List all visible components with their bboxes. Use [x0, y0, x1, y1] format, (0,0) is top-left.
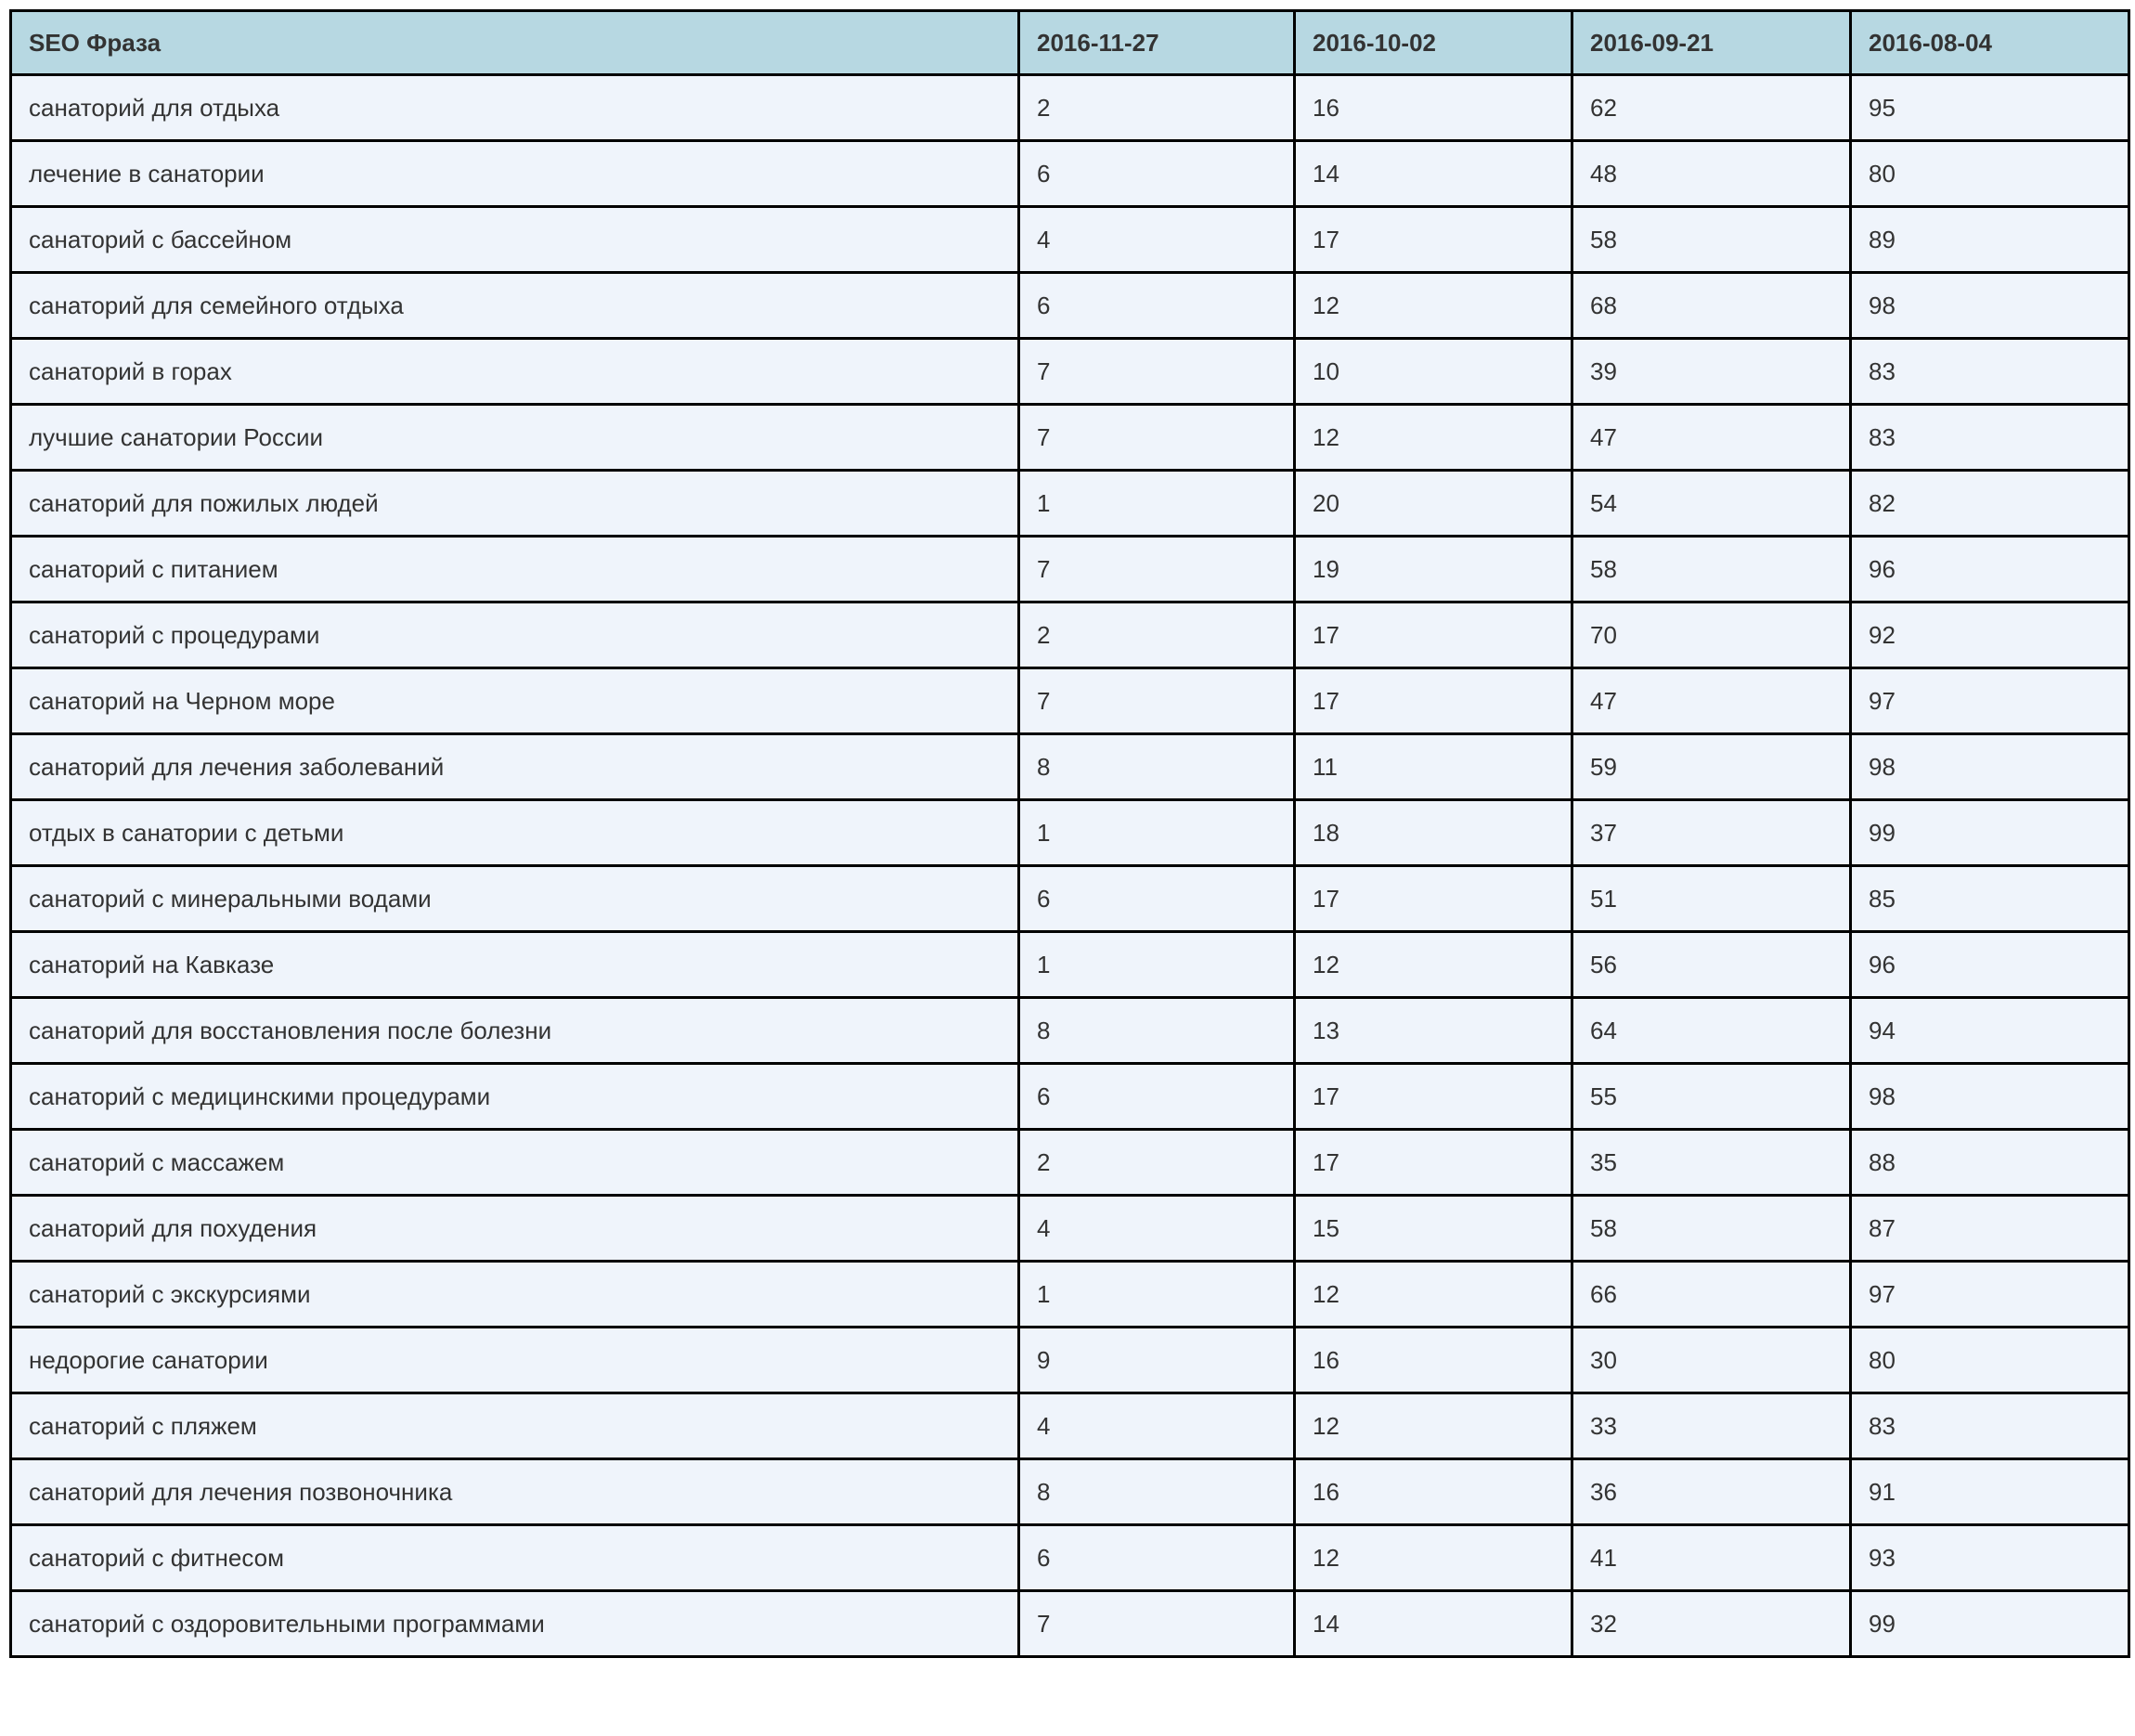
position-cell: 95: [1851, 75, 2129, 141]
position-cell: 7: [1019, 537, 1295, 602]
position-cell: 58: [1572, 207, 1851, 273]
position-cell: 83: [1851, 1393, 2129, 1459]
position-cell: 2: [1019, 602, 1295, 668]
position-cell: 54: [1572, 471, 1851, 537]
phrase-cell: санаторий с процедурами: [11, 602, 1019, 668]
position-cell: 17: [1295, 602, 1572, 668]
header-row: [11, 11, 2129, 75]
position-cell: 6: [1019, 1064, 1295, 1130]
position-cell: 6: [1019, 141, 1295, 207]
position-cell: 83: [1851, 339, 2129, 405]
position-cell: 8: [1019, 1459, 1295, 1525]
position-cell: 99: [1851, 1591, 2129, 1657]
position-cell: 56: [1572, 932, 1851, 998]
position-cell: 17: [1295, 668, 1572, 734]
position-cell: 98: [1851, 734, 2129, 800]
position-cell: 16: [1295, 1459, 1572, 1525]
position-cell: 4: [1019, 1393, 1295, 1459]
position-cell: 2: [1019, 1130, 1295, 1196]
position-cell: 12: [1295, 405, 1572, 471]
phrase-cell: санаторий с минеральными водами: [11, 866, 1019, 932]
position-cell: 97: [1851, 668, 2129, 734]
column-header-date: 2016-09-21: [1572, 11, 1851, 75]
table-row: [11, 668, 2129, 734]
position-cell: 55: [1572, 1064, 1851, 1130]
phrase-cell: санаторий на Черном море: [11, 668, 1019, 734]
position-cell: 2: [1019, 75, 1295, 141]
position-cell: 14: [1295, 141, 1572, 207]
phrase-cell: отдых в санатории с детьми: [11, 800, 1019, 866]
position-cell: 68: [1572, 273, 1851, 339]
position-cell: 12: [1295, 1262, 1572, 1328]
table-row: [11, 273, 2129, 339]
table-row: [11, 1525, 2129, 1591]
table-row: [11, 537, 2129, 602]
position-cell: 16: [1295, 1328, 1572, 1393]
table-row: [11, 471, 2129, 537]
position-cell: 6: [1019, 1525, 1295, 1591]
table-row: [11, 1591, 2129, 1657]
position-cell: 17: [1295, 866, 1572, 932]
position-cell: 15: [1295, 1196, 1572, 1262]
table-row: [11, 1393, 2129, 1459]
position-cell: 96: [1851, 932, 2129, 998]
position-cell: 91: [1851, 1459, 2129, 1525]
position-cell: 93: [1851, 1525, 2129, 1591]
table-row: [11, 1459, 2129, 1525]
position-cell: 12: [1295, 1525, 1572, 1591]
position-cell: 4: [1019, 207, 1295, 273]
position-cell: 8: [1019, 734, 1295, 800]
position-cell: 47: [1572, 405, 1851, 471]
seo-positions-table: [9, 9, 2130, 1658]
table-row: [11, 602, 2129, 668]
table-row: [11, 866, 2129, 932]
position-cell: 82: [1851, 471, 2129, 537]
position-cell: 7: [1019, 405, 1295, 471]
position-cell: 35: [1572, 1130, 1851, 1196]
position-cell: 87: [1851, 1196, 2129, 1262]
phrase-cell: санаторий для восстановления после болезни: [11, 998, 1019, 1064]
table-row: [11, 207, 2129, 273]
phrase-cell: санаторий с фитнесом: [11, 1525, 1019, 1591]
position-cell: 12: [1295, 1393, 1572, 1459]
position-cell: 47: [1572, 668, 1851, 734]
position-cell: 10: [1295, 339, 1572, 405]
phrase-cell: санаторий с экскурсиями: [11, 1262, 1019, 1328]
phrase-cell: санаторий с бассейном: [11, 207, 1019, 273]
position-cell: 80: [1851, 1328, 2129, 1393]
position-cell: 70: [1572, 602, 1851, 668]
table-row: [11, 1196, 2129, 1262]
position-cell: 83: [1851, 405, 2129, 471]
position-cell: 1: [1019, 1262, 1295, 1328]
position-cell: 33: [1572, 1393, 1851, 1459]
column-header-date: 2016-11-27: [1019, 11, 1295, 75]
position-cell: 41: [1572, 1525, 1851, 1591]
position-cell: 51: [1572, 866, 1851, 932]
position-cell: 36: [1572, 1459, 1851, 1525]
table-row: [11, 339, 2129, 405]
position-cell: 32: [1572, 1591, 1851, 1657]
position-cell: 7: [1019, 339, 1295, 405]
table-row: [11, 734, 2129, 800]
position-cell: 16: [1295, 75, 1572, 141]
position-cell: 64: [1572, 998, 1851, 1064]
position-cell: 1: [1019, 471, 1295, 537]
position-cell: 58: [1572, 1196, 1851, 1262]
table-row: [11, 800, 2129, 866]
position-cell: 88: [1851, 1130, 2129, 1196]
position-cell: 48: [1572, 141, 1851, 207]
phrase-cell: санаторий для похудения: [11, 1196, 1019, 1262]
position-cell: 6: [1019, 866, 1295, 932]
table-row: [11, 932, 2129, 998]
phrase-cell: недорогие санатории: [11, 1328, 1019, 1393]
position-cell: 80: [1851, 141, 2129, 207]
column-header-date: 2016-08-04: [1851, 11, 2129, 75]
table-row: [11, 1130, 2129, 1196]
column-header-phrase: SEO Фраза: [11, 11, 1019, 75]
position-cell: 98: [1851, 1064, 2129, 1130]
position-cell: 1: [1019, 800, 1295, 866]
column-header-date: 2016-10-02: [1295, 11, 1572, 75]
position-cell: 17: [1295, 1130, 1572, 1196]
position-cell: 12: [1295, 273, 1572, 339]
position-cell: 59: [1572, 734, 1851, 800]
position-cell: 20: [1295, 471, 1572, 537]
position-cell: 62: [1572, 75, 1851, 141]
phrase-cell: санаторий с массажем: [11, 1130, 1019, 1196]
table-row: [11, 141, 2129, 207]
phrase-cell: санаторий для лечения заболеваний: [11, 734, 1019, 800]
phrase-cell: лучшие санатории России: [11, 405, 1019, 471]
position-cell: 92: [1851, 602, 2129, 668]
position-cell: 17: [1295, 1064, 1572, 1130]
phrase-cell: санаторий для отдыха: [11, 75, 1019, 141]
phrase-cell: санаторий для семейного отдыха: [11, 273, 1019, 339]
position-cell: 96: [1851, 537, 2129, 602]
position-cell: 89: [1851, 207, 2129, 273]
position-cell: 39: [1572, 339, 1851, 405]
position-cell: 99: [1851, 800, 2129, 866]
table-row: [11, 1262, 2129, 1328]
phrase-cell: санаторий в горах: [11, 339, 1019, 405]
position-cell: 97: [1851, 1262, 2129, 1328]
table-row: [11, 998, 2129, 1064]
position-cell: 17: [1295, 207, 1572, 273]
position-cell: 7: [1019, 668, 1295, 734]
position-cell: 30: [1572, 1328, 1851, 1393]
position-cell: 66: [1572, 1262, 1851, 1328]
position-cell: 1: [1019, 932, 1295, 998]
position-cell: 9: [1019, 1328, 1295, 1393]
table-body: [11, 75, 2129, 1657]
position-cell: 85: [1851, 866, 2129, 932]
position-cell: 37: [1572, 800, 1851, 866]
position-cell: 14: [1295, 1591, 1572, 1657]
table-row: [11, 405, 2129, 471]
phrase-cell: санаторий для лечения позвоночника: [11, 1459, 1019, 1525]
table-row: [11, 1328, 2129, 1393]
position-cell: 13: [1295, 998, 1572, 1064]
position-cell: 58: [1572, 537, 1851, 602]
position-cell: 11: [1295, 734, 1572, 800]
position-cell: 94: [1851, 998, 2129, 1064]
table-row: [11, 1064, 2129, 1130]
phrase-cell: санаторий с питанием: [11, 537, 1019, 602]
table-row: [11, 75, 2129, 141]
position-cell: 19: [1295, 537, 1572, 602]
phrase-cell: санаторий с пляжем: [11, 1393, 1019, 1459]
position-cell: 12: [1295, 932, 1572, 998]
phrase-cell: санаторий с оздоровительными программами: [11, 1591, 1019, 1657]
phrase-cell: лечение в санатории: [11, 141, 1019, 207]
position-cell: 6: [1019, 273, 1295, 339]
position-cell: 98: [1851, 273, 2129, 339]
position-cell: 8: [1019, 998, 1295, 1064]
phrase-cell: санаторий для пожилых людей: [11, 471, 1019, 537]
position-cell: 4: [1019, 1196, 1295, 1262]
phrase-cell: санаторий на Кавказе: [11, 932, 1019, 998]
phrase-cell: санаторий с медицинскими процедурами: [11, 1064, 1019, 1130]
position-cell: 18: [1295, 800, 1572, 866]
position-cell: 7: [1019, 1591, 1295, 1657]
